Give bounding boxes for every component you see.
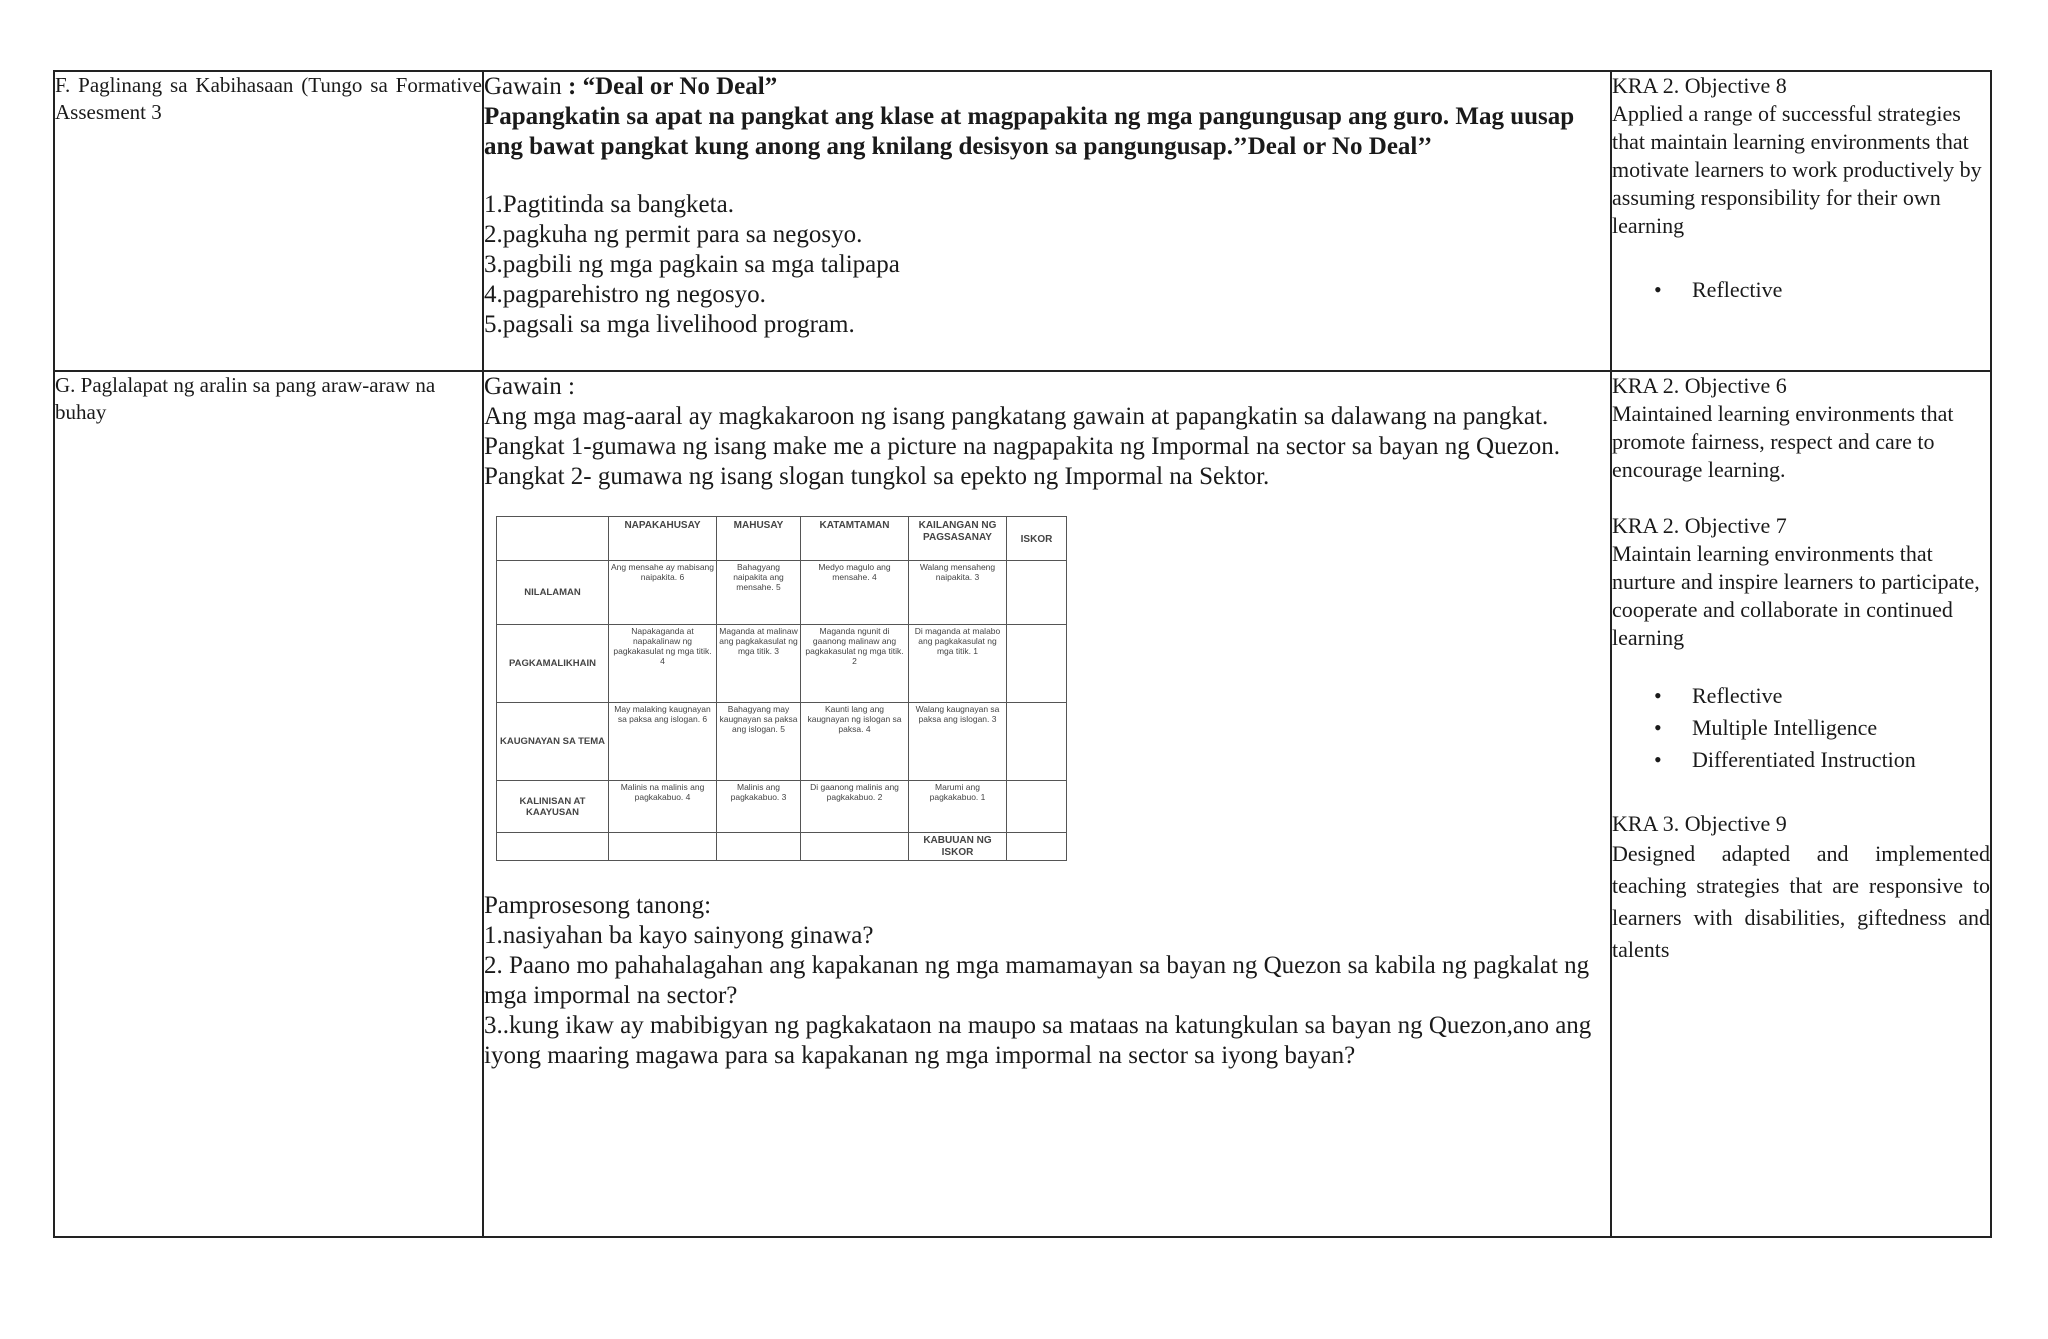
row-g-activity-cell xyxy=(483,371,1611,1237)
rubric-cell: Malinis ang pagkakabuo. 3 xyxy=(717,781,801,833)
rubric-score-cell xyxy=(1007,625,1067,703)
row-f-instructions: Papangkatin sa apat na pangkat ang klase at magpapakita ng mga pangungusap ang guro. Mag uusap ang bawat pangkat kung anong ang knilang desisyon sa pangungusap.’’Deal or No Deal’’ xyxy=(484,103,1575,160)
rubric-cell: Maganda ngunit di gaanong malinaw ang pagkakasulat ng mga titik. 2 xyxy=(801,625,909,703)
row-f-item-1: 1.Pagtitinda sa bangketa. xyxy=(484,191,734,218)
row-f-item-3: 3.pagbili ng mga pagkain sa mga talipapa xyxy=(484,251,900,278)
rubric-total-score xyxy=(1007,833,1067,861)
row-g xyxy=(54,371,1991,1237)
row-f-bullet-list xyxy=(1612,274,1990,306)
rubric-cell: Di maganda at malabo ang pagkakasulat ng mga titik. 1 xyxy=(909,625,1007,703)
rubric-header-row xyxy=(497,517,1067,561)
rubric-cell: Napakaganda at napakalinaw ng pagkakasulat ng mga titik. 4 xyxy=(609,625,717,703)
rubric-total-label: KABUUAN NG ISKOR xyxy=(909,833,1007,861)
rubric-total-row xyxy=(497,833,1067,861)
row-g-bullet: • Differentiated Instruction xyxy=(1692,744,1990,776)
row-g-label: G. Paglalapat ng aralin sa pang araw-araw na buhay xyxy=(55,373,436,424)
rubric-criterion: KALINISAN AT KAAYUSAN xyxy=(497,781,609,833)
row-g-bullet: • Reflective xyxy=(1692,680,1990,712)
row-g-paragraph-3: Pangkat 2- gumawa ng isang slogan tungkol sa epekto ng Impormal na Sektor. xyxy=(484,463,1270,490)
row-f-item-4: 4.pagparehistro ng negosyo. xyxy=(484,281,766,308)
rubric-total-blank xyxy=(497,833,609,861)
rubric-row xyxy=(497,625,1067,703)
rubric-score-cell xyxy=(1007,561,1067,625)
row-g-kra-text-1: Maintained learning environments that promote fairness, respect and care to encourage learning. xyxy=(1612,401,1954,482)
rubric-row xyxy=(497,561,1067,625)
rubric-score-cell xyxy=(1007,703,1067,781)
rubric-cell: Maganda at malinaw ang pagkakasulat ng mga titik. 3 xyxy=(717,625,801,703)
row-g-kra3-heading: KRA 3. Objective 9 xyxy=(1612,811,1787,836)
rubric-cell: Ang mensahe ay mabisang naipakita. 6 xyxy=(609,561,717,625)
rubric-criterion: KAUGNAYAN SA TEMA xyxy=(497,703,609,781)
row-f-kra-cell xyxy=(1611,71,1991,371)
row-g-kra-text-2: Maintain learning environments that nurture and inspire learners to participate, cooperate and collaborate in continued learning xyxy=(1612,541,1980,650)
row-g-kra3-text: Designed adapted and implemented teaching strategies that are responsive to learners with disabilities, giftedness and talents xyxy=(1612,841,1990,962)
rubric-table xyxy=(496,516,1067,861)
rubric-cell: Di gaanong malinis ang pagkakabuo. 2 xyxy=(801,781,909,833)
rubric-cell: May malaking kaugnayan sa paksa ang islogan. 6 xyxy=(609,703,717,781)
rubric-header-katamtaman: KATAMTAMAN xyxy=(801,517,909,561)
row-f-kra-text: Applied a range of successful strategies that maintain learning environments that motivate learners to work productively by assuming responsibility for their own learning xyxy=(1612,101,1982,238)
rubric-cell: Walang kaugnayan sa paksa ang islogan. 3 xyxy=(909,703,1007,781)
processing-question-2: 2. Paano mo pahahalagahan ang kapakanan ng mga mamamayan sa bayan ng Quezon sa kabila ng pagkalat ng mga impormal na sector? xyxy=(484,952,1590,1009)
row-g-paragraph-2: Pangkat 1-gumawa ng isang make me a picture na nagpapakita ng Impormal na sector sa bayan ng Quezon. xyxy=(484,433,1561,460)
rubric-header-kailangan: KAILANGAN NG PAGSASANAY xyxy=(909,517,1007,561)
rubric-header-napakahusay: NAPAKAHUSAY xyxy=(609,517,717,561)
row-g-paragraph-1: Ang mga mag-aaral ay magkakaroon ng isang pangkatang gawain at papangkatin sa dalawang na pangkat. xyxy=(484,403,1549,430)
row-g-bullet: • Multiple Intelligence xyxy=(1692,712,1990,744)
lesson-plan-table xyxy=(53,70,1992,1238)
rubric-row xyxy=(497,703,1067,781)
rubric-cell: Medyo magulo ang mensahe. 4 xyxy=(801,561,909,625)
rubric-cell: Bahagyang naipakita ang mensahe. 5 xyxy=(717,561,801,625)
processing-question-1: 1.nasiyahan ba kayo sainyong ginawa? xyxy=(484,922,874,949)
row-f-gawain-title: : “Deal or No Deal” xyxy=(568,73,778,100)
rubric-header-iskor: ISKOR xyxy=(1007,517,1067,561)
rubric-cell: Kaunti lang ang kaugnayan ng islogan sa paksa. 4 xyxy=(801,703,909,781)
processing-questions-heading: Pamprosesong tanong: xyxy=(484,892,712,919)
rubric-total-blank xyxy=(717,833,801,861)
row-f-gawain-line xyxy=(484,72,1610,102)
rubric-total-blank xyxy=(609,833,717,861)
row-f-label: F. Paglinang sa Kabihasaan (Tungo sa Formative Assesment 3 xyxy=(55,73,482,124)
rubric-header-blank xyxy=(497,517,609,561)
row-f-item-5: 5.pagsali sa mga livelihood program. xyxy=(484,311,855,338)
rubric-cell: Walang mensaheng naipakita. 3 xyxy=(909,561,1007,625)
row-g-kra-heading-1: KRA 2. Objective 6 xyxy=(1612,373,1787,398)
row-f-gawain-prefix: Gawain xyxy=(484,73,562,100)
row-f-bullet: • Reflective xyxy=(1692,274,1990,306)
rubric-criterion: PAGKAMALIKHAIN xyxy=(497,625,609,703)
row-f-label-cell xyxy=(54,71,483,371)
rubric-cell: Marumi ang pagkakabuo. 1 xyxy=(909,781,1007,833)
rubric-cell: Malinis na malinis ang pagkakabuo. 4 xyxy=(609,781,717,833)
row-g-label-cell xyxy=(54,371,483,1237)
row-g-gawain: Gawain : xyxy=(484,373,575,400)
rubric-image xyxy=(496,516,1076,861)
rubric-header-mahusay: MAHUSAY xyxy=(717,517,801,561)
processing-question-3: 3..kung ikaw ay mabibigyan ng pagkakataon na maupo sa mataas na katungkulan sa bayan ng Quezon,ano ang iyong maaring magawa para sa kapakanan ng mga impormal na sector sa iyong bayan? xyxy=(484,1012,1592,1069)
rubric-cell: Bahagyang may kaugnayan sa paksa ang islogan. 5 xyxy=(717,703,801,781)
row-g-bullet-list xyxy=(1612,680,1990,776)
rubric-row xyxy=(497,781,1067,833)
row-f-item-2: 2.pagkuha ng permit para sa negosyo. xyxy=(484,221,863,248)
row-f-kra-heading: KRA 2. Objective 8 xyxy=(1612,73,1787,98)
row-g-kra-heading-2: KRA 2. Objective 7 xyxy=(1612,513,1787,538)
rubric-criterion: NILALAMAN xyxy=(497,561,609,625)
rubric-total-blank xyxy=(801,833,909,861)
row-f-activity-cell xyxy=(483,71,1611,371)
rubric-score-cell xyxy=(1007,781,1067,833)
row-f xyxy=(54,71,1991,371)
row-g-kra-cell xyxy=(1611,371,1991,1237)
